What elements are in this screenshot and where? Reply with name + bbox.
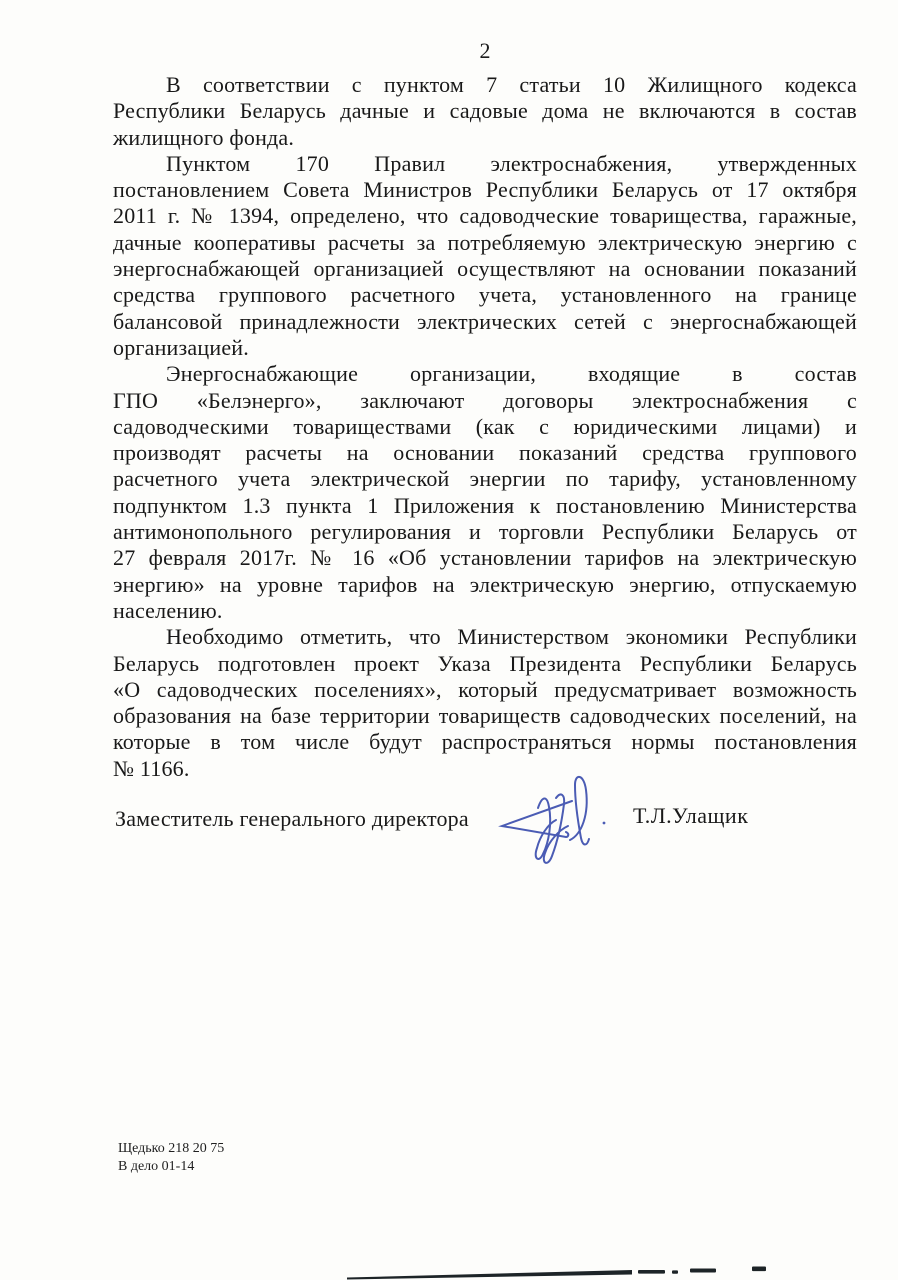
letter-body [113,72,857,782]
scan-edge-artifacts [340,1258,790,1280]
text-line: «О садоводческих поселениях», который предусматривает возможность [113,676,857,702]
text-line: Необходимо отметить, что Министерством экономики Республики [166,624,857,650]
text-line: жилищного фонда. [113,124,295,150]
executor-note: Щедько 218 20 75 [118,1141,225,1156]
text-line: 27 февраля 2017г. № 16 «Об установлении тарифов на электрическую [113,545,857,571]
text-line: образования на базе территории товариществ садоводческих поселений, на [113,703,857,729]
text-line: энергию» на уровне тарифов на электрическую энергию, отпускаемую [113,571,857,597]
text-line: которые в том числе будут распространяться нормы постановления [113,729,857,755]
text-line: Республики Беларусь дачные и садовые дома не включаются в состав [113,98,857,124]
text-line: антимонопольного регулирования и торговли Республики Беларусь от [113,519,857,545]
text-line: средства группового расчетного учета, установленного на границе [113,282,857,308]
text-line: № 1166. [113,755,190,781]
text-line: Энергоснабжающие организации, входящие в состав [166,361,857,387]
text-line: населению. [113,597,223,623]
text-line: 2011 г. № 1394, определено, что садоводческие товарищества, гаражные, [113,203,857,229]
paragraph-rule-170 [113,151,857,361]
text-line: Беларусь подготовлен проект Указа Президента Республики Беларусь [113,650,857,676]
paragraph-energy-orgs [113,361,857,624]
text-line: энергоснабжающей организацией осуществляют на основании показаний [113,256,857,282]
paragraph-housing-code [113,72,857,151]
text-line: дачные кооперативы расчеты за потребляемую электрическую энергию с [113,229,857,255]
text-line: производят расчеты на основании показаний средства группового [113,440,857,466]
text-line: В соответствии с пунктом 7 статьи 10 Жилищного кодекса [166,72,857,97]
text-line: балансовой принадлежности электрических сетей с энергоснабжающей [113,308,857,334]
paragraph-economy-ministry [113,624,857,782]
text-line: садоводческими товариществами (как с юридическими лицами) и [113,413,857,439]
text-line: расчетного учета электрической энергии по тарифу, установленному [113,466,857,492]
handwritten-signature-icon [492,768,618,876]
case-file-note: В дело 01-14 [118,1158,195,1174]
text-line: подпунктом 1.3 пункта 1 Приложения к постановлению Министерства [113,492,857,518]
signatory-title: Заместитель генерального директора [115,806,469,831]
footer-note [118,1140,224,1175]
text-line: организацией. [113,334,249,360]
text-line: Пунктом 170 Правил электроснабжения, утвержденных [166,150,857,176]
signatory-name: Т.Л.Улащик [633,803,749,828]
page-number: 2 [479,38,491,63]
text-line: ГПО «Белэнерго», заключают договоры электроснабжения с [113,387,857,413]
text-line: постановлением Совета Министров Республики Беларусь от 17 октября [113,177,857,203]
